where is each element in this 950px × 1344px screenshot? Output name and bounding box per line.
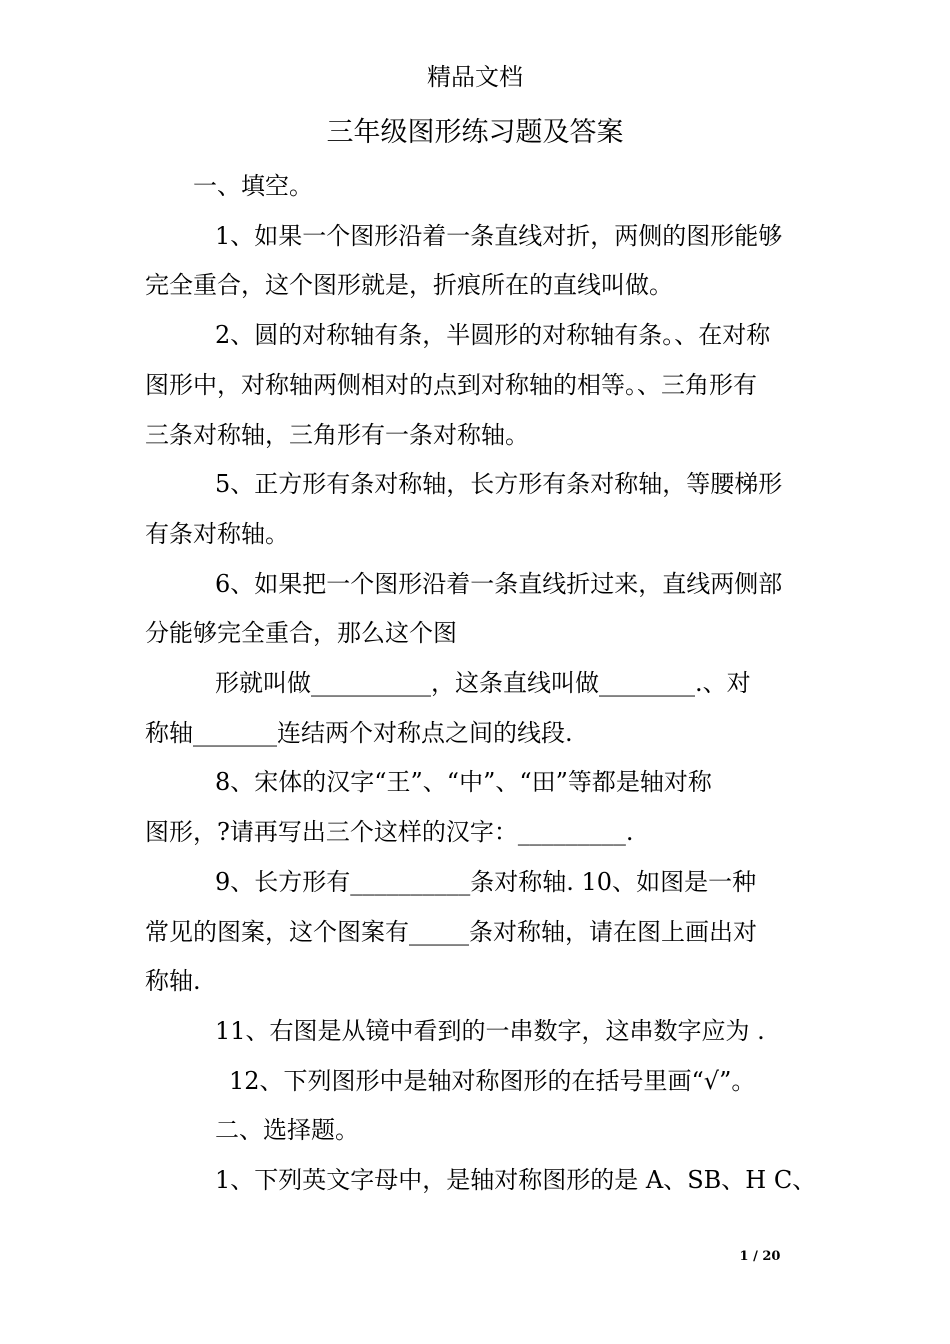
question-2-line-3: 三条对称轴，三角形有一条对称轴。	[145, 420, 529, 449]
question-10-line-3: 称轴.	[145, 967, 201, 996]
question-2-line-2: 图形中，对称轴两侧相对的点到对称轴的相等。、三角形有	[145, 370, 757, 399]
question-5-line-2: 有条对称轴。	[145, 519, 289, 548]
document-title: 三年级图形练习题及答案	[326, 117, 624, 148]
question-12-line: 12、下列图形中是轴对称图形的在括号里画“√”。	[229, 1066, 756, 1095]
question-6-line-2: 分能够完全重合，那么这个图	[145, 619, 457, 648]
question-8-line-1: 8、宋体的汉字“王”、“中”、“田”等都是轴对称	[215, 768, 712, 797]
section-heading-fill-in: 一、填空。	[193, 172, 313, 200]
question-10-line-2: 常见的图案，这个图案有_____条对称轴，请在图上画出对	[145, 917, 757, 946]
question-8-line-2: 图形，?请再写出三个这样的汉字：_________.	[145, 818, 634, 847]
page-number: 1 / 20	[739, 1249, 781, 1264]
question-6-line-1: 6、如果把一个图形沿着一条直线折过来，直线两侧部	[215, 569, 783, 598]
choice-question-1-line: 1、下列英文字母中，是轴对称图形的是 A、SB、H C、	[215, 1166, 817, 1195]
question-5-line-1: 5、正方形有条对称轴，长方形有条对称轴，等腰梯形	[215, 470, 783, 499]
document-body	[145, 162, 817, 1206]
question-9-line-1: 9、长方形有__________条对称轴. 10、如图是一种	[215, 867, 757, 896]
page-header: 精品文档	[427, 63, 523, 91]
question-1-line-1: 1、如果一个图形沿着一条直线对折，两侧的图形能够	[215, 221, 783, 250]
question-6-line-3: 形就叫做__________，这条直线叫做________.、对	[215, 669, 751, 698]
question-6-line-4: 称轴_______连结两个对称点之间的线段.	[145, 718, 573, 747]
section-heading-choice: 二、选择题。	[215, 1116, 359, 1145]
question-1-line-2: 完全重合，这个图形就是，折痕所在的直线叫做。	[145, 271, 673, 300]
question-2-line-1: 2、圆的对称轴有条，半圆形的对称轴有条。、在对称	[215, 321, 771, 350]
question-11-line: 11、右图是从镜中看到的一串数字，这串数字应为 .	[215, 1016, 765, 1045]
